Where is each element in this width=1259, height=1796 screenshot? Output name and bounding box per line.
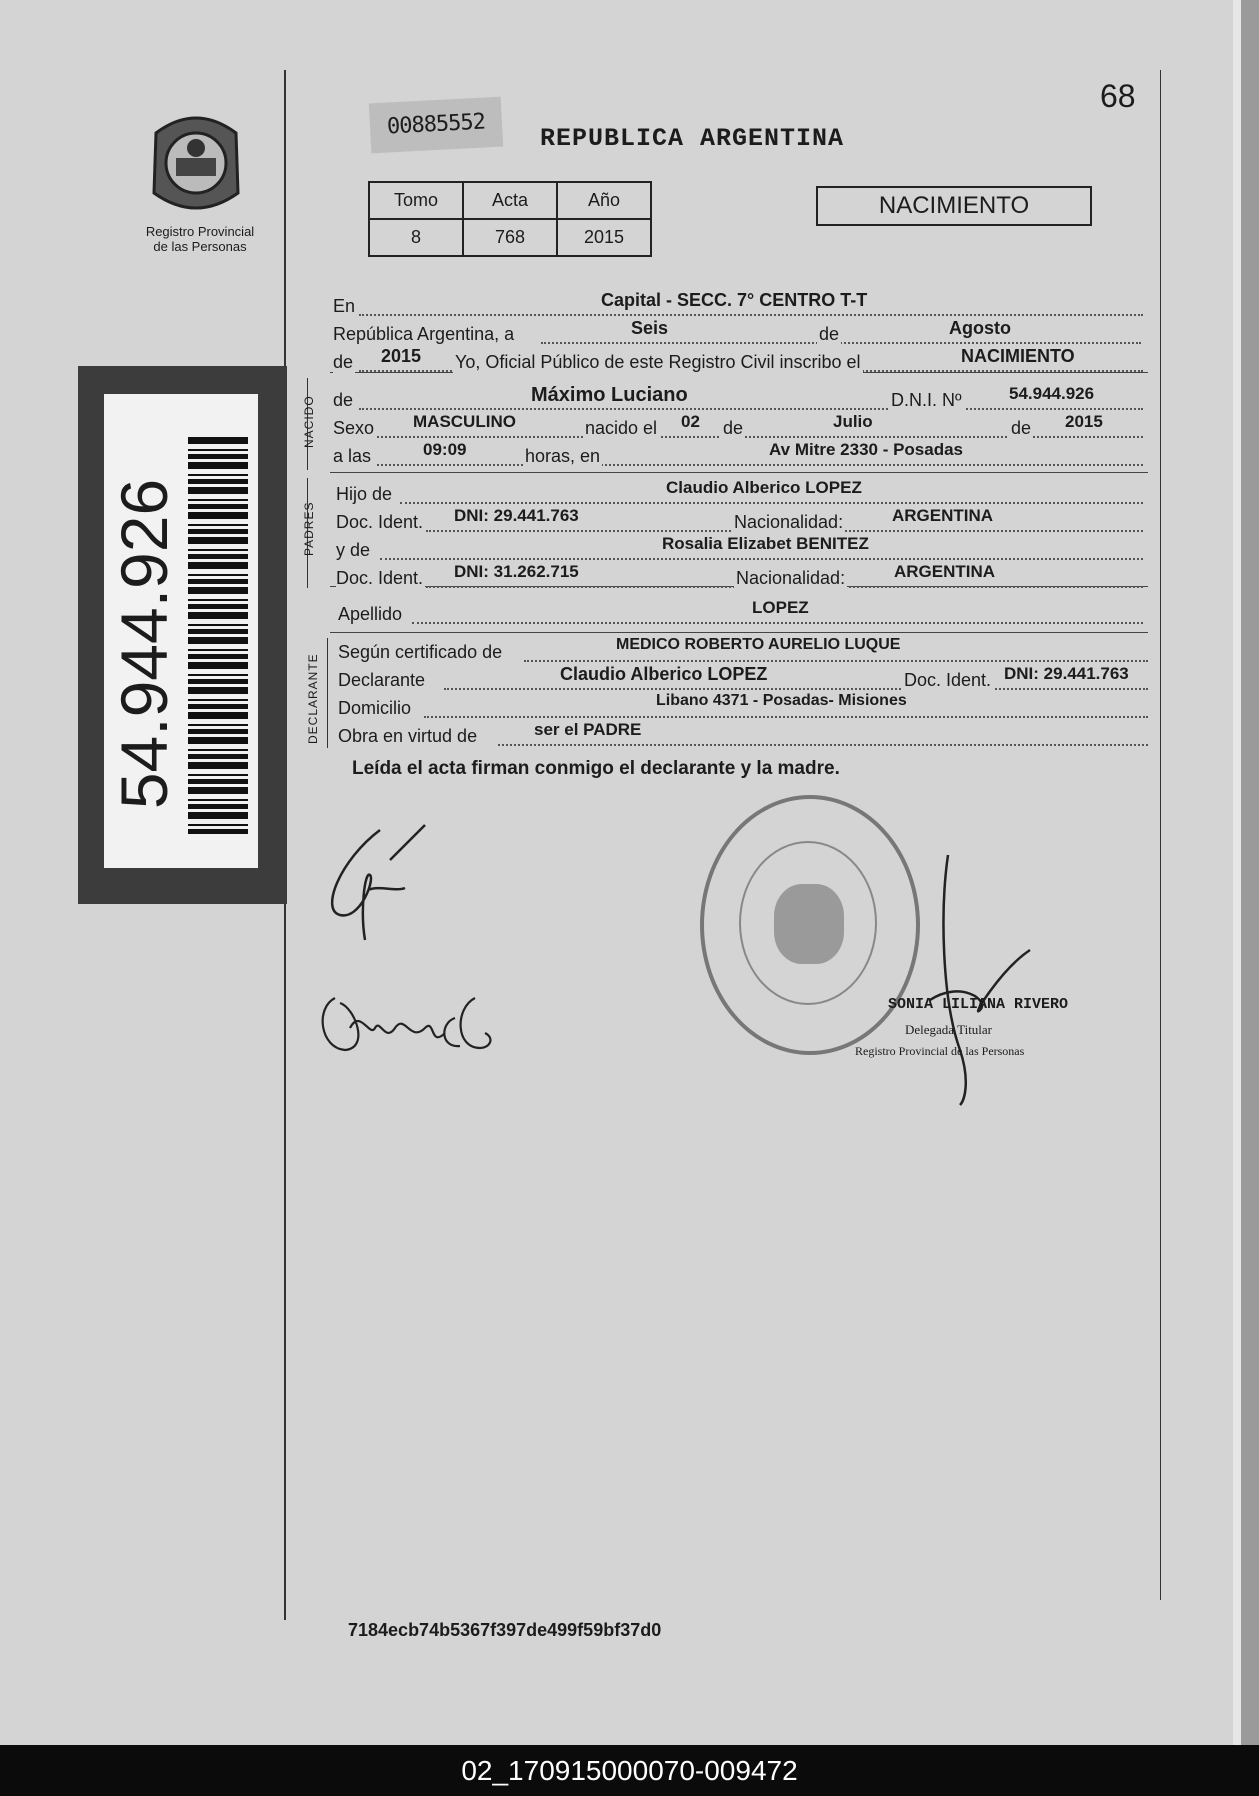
- value-mes-nacimiento: Julio: [833, 412, 873, 431]
- row-declarante: [338, 664, 1148, 694]
- row-certificado: [338, 636, 1148, 666]
- section-label-padres: PADRES: [302, 501, 316, 556]
- divider-line: [330, 632, 1148, 633]
- label-obra: Obra en virtud de: [338, 726, 478, 746]
- dotted-line: [359, 314, 1143, 316]
- label-a-las: a las: [333, 446, 372, 466]
- row-padre: [336, 478, 1143, 508]
- closing-statement: Leída el acta firman conmigo el declarante y la madre.: [352, 758, 840, 779]
- label-en: En: [333, 296, 356, 316]
- row-obra: [338, 720, 1148, 750]
- official-round-stamp: [700, 795, 920, 1055]
- barcode-icon: [188, 434, 248, 834]
- value-madre: Rosalia Elizabet BENITEZ: [662, 534, 869, 553]
- label-doc-ident-padre: Doc. Ident.: [336, 512, 424, 532]
- dotted-line: [424, 716, 1148, 718]
- serial-number: 00885552: [369, 97, 503, 154]
- dotted-line: [444, 688, 1148, 690]
- value-lugar: Capital - SECC. 7° CENTRO T-T: [601, 290, 868, 310]
- label-republica: República Argentina, a: [333, 324, 515, 344]
- table-value-tomo: 8: [369, 219, 463, 256]
- row-tipo-inscripcion: [333, 346, 1143, 376]
- value-dia-letras: Seis: [631, 318, 669, 338]
- row-lugar: [333, 290, 1143, 320]
- label-nacionalidad-padre: Nacionalidad:: [734, 512, 844, 532]
- row-padre-doc: [336, 506, 1143, 536]
- label-doc-ident-madre: Doc. Ident.: [336, 568, 424, 588]
- dotted-line: [377, 464, 1143, 466]
- provincial-seal-logo: [146, 108, 246, 218]
- label-de: de: [819, 324, 840, 344]
- dotted-line: [359, 408, 1143, 410]
- value-nombre: Máximo Luciano: [531, 384, 688, 406]
- dotted-line: [412, 622, 1143, 624]
- dotted-line: [400, 502, 1143, 504]
- declarante-signature: [320, 820, 430, 950]
- table-value-anio: 2015: [557, 219, 651, 256]
- value-certificado: MEDICO ROBERTO AURELIO LUQUE: [616, 636, 901, 653]
- table-value-acta: 768: [463, 219, 557, 256]
- label-nacido-el: nacido el: [585, 418, 658, 438]
- logo-caption: [120, 224, 280, 254]
- value-anio-inscripcion: 2015: [381, 346, 422, 366]
- label-de-mes: de: [723, 418, 744, 438]
- value-hora: 09:09: [423, 440, 467, 459]
- value-padre: Claudio Alberico LOPEZ: [666, 478, 862, 497]
- official-name: SONIA LILIANA RIVERO: [888, 996, 1069, 1013]
- row-apellido: [338, 598, 1143, 628]
- barcode-dni-number: 54.944.926: [107, 478, 181, 810]
- value-padre-doc: DNI: 29.441.763: [454, 506, 579, 525]
- tomo-acta-anio-table: [368, 181, 652, 257]
- label-yo: Yo, Oficial Público de este Registro Civil inscribo el: [455, 352, 861, 372]
- value-tipo-inscripcion: NACIMIENTO: [961, 346, 1075, 366]
- official-office: Registro Provincial de las Personas: [855, 1044, 1025, 1058]
- row-hora-lugar: [333, 440, 1143, 470]
- value-dni: 54.944.926: [1009, 384, 1095, 403]
- value-domicilio: Libano 4371 - Posadas- Misiones: [656, 692, 907, 709]
- value-anio-nacimiento: 2015: [1065, 412, 1103, 431]
- label-dni: D.N.I. Nº: [891, 390, 962, 410]
- value-madre-nac: ARGENTINA: [894, 562, 996, 581]
- divider-line: [330, 472, 1148, 473]
- official-signature: [920, 850, 1040, 1110]
- logo-caption-line-2: de las Personas: [153, 239, 247, 254]
- value-apellido: LOPEZ: [752, 598, 809, 617]
- row-domicilio: [338, 692, 1148, 722]
- official-role: Delegada Titular: [905, 1022, 993, 1037]
- barcode-label: [104, 394, 258, 868]
- stamp-emblem-icon: [774, 884, 844, 964]
- page-number: 68: [1100, 78, 1136, 114]
- label-domicilio: Domicilio: [338, 698, 412, 718]
- table-header-acta: Acta: [463, 182, 557, 219]
- row-nombre: [333, 384, 1143, 414]
- label-y-de: y de: [336, 540, 371, 560]
- label-hijo-de: Hijo de: [336, 484, 393, 504]
- row-fecha-inscripcion: [333, 318, 1143, 348]
- page-fold: [1233, 0, 1241, 1745]
- madre-signature: [315, 978, 505, 1058]
- dotted-line: [380, 558, 1143, 560]
- label-de-anio-nac: de: [1011, 418, 1032, 438]
- label-segun: Según certificado de: [338, 642, 503, 662]
- label-apellido: Apellido: [338, 604, 403, 624]
- page-edge: [1241, 0, 1259, 1745]
- record-type-box: NACIMIENTO: [816, 186, 1092, 226]
- dotted-line: [524, 660, 1148, 662]
- value-padre-nac: ARGENTINA: [892, 506, 994, 525]
- document-hash: 7184ecb74b5367f397de499f59bf37d0: [348, 1620, 662, 1640]
- value-lugar-nacimiento: Av Mitre 2330 - Posadas: [769, 440, 964, 459]
- row-madre: [336, 534, 1143, 564]
- label-declarante: Declarante: [338, 670, 426, 690]
- logo-caption-line-1: Registro Provincial: [145, 224, 255, 239]
- value-declarante-doc: DNI: 29.441.763: [1004, 664, 1129, 683]
- value-madre-doc: DNI: 31.262.715: [454, 562, 579, 581]
- dotted-line: [498, 744, 1148, 746]
- dni-barcode-sticker: [78, 366, 287, 904]
- footer-file-code: 02_170915000070-009472: [0, 1745, 1259, 1796]
- label-horas-en: horas, en: [525, 446, 601, 466]
- label-sexo: Sexo: [333, 418, 375, 438]
- declarante-bracket: [327, 638, 328, 748]
- section-label-declarante: DECLARANTE: [306, 653, 320, 744]
- value-sexo: MASCULINO: [413, 412, 516, 431]
- row-sexo: [333, 412, 1143, 442]
- table-header-tomo: Tomo: [369, 182, 463, 219]
- right-margin-line: [1160, 70, 1161, 1600]
- table-header-anio: Año: [557, 182, 651, 219]
- section-label-nacido: NACIDO: [302, 395, 316, 448]
- label-nacionalidad-madre: Nacionalidad:: [736, 568, 846, 588]
- value-mes-inscripcion: Agosto: [949, 318, 1011, 338]
- row-madre-doc: [336, 562, 1143, 592]
- value-dia-nacimiento: 02: [681, 412, 700, 431]
- value-declarante: Claudio Alberico LOPEZ: [560, 664, 768, 684]
- document-title: REPUBLICA ARGENTINA: [540, 124, 845, 153]
- value-obra: ser el PADRE: [534, 720, 642, 739]
- label-de-anio: de: [333, 352, 354, 372]
- label-doc-ident-declarante: Doc. Ident.: [904, 670, 992, 690]
- label-de-nombre: de: [333, 390, 354, 410]
